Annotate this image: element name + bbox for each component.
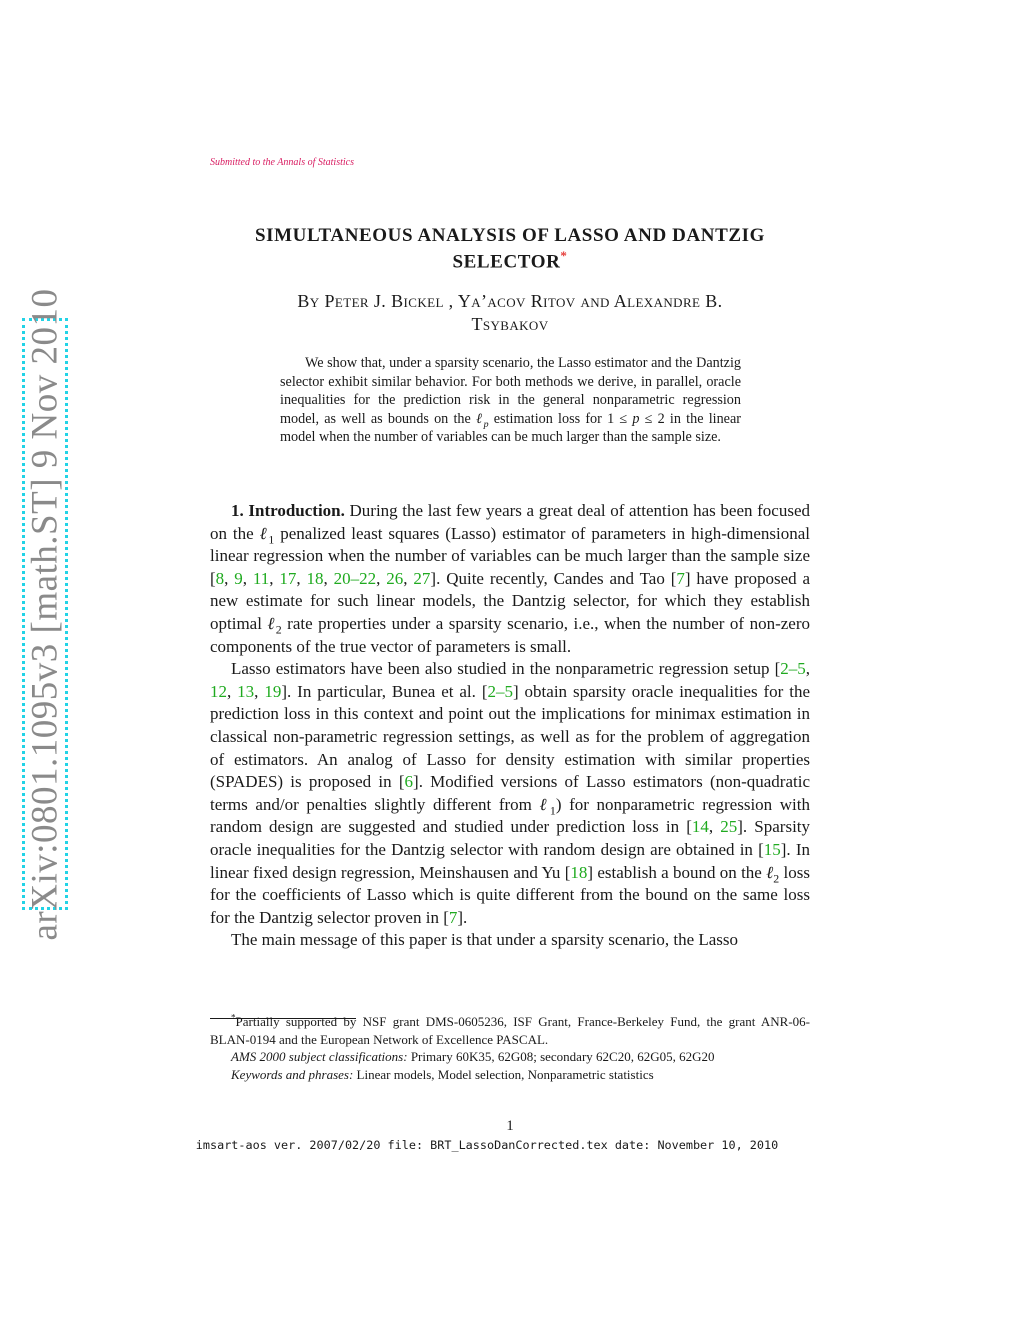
paragraph-main-message: The main message of this paper is that under a sparsity scenario, the Lasso (231, 930, 739, 950)
abstract (280, 354, 741, 447)
ell-symbol: ℓ (267, 613, 276, 633)
ell-symbol: ℓ (766, 862, 774, 882)
p-variable: p (632, 410, 640, 427)
p2-text-g: ]. In linear fixed design regression, Meinshausen and Yu [ (210, 839, 810, 882)
p2-text-f: ]. Sparsity oracle inequalities for the Dantzig selector with random design are obtained in [ (210, 817, 811, 859)
ell-subscript: 1 (549, 803, 556, 818)
p2-text-d: ]. Modified versions of Lasso estimators (non-quadratic terms and/or penalties slightly different from (210, 772, 811, 814)
ell-symbol: ℓ (539, 794, 550, 814)
ell-subscript: 2 (773, 870, 780, 885)
citation-link[interactable]: 14 (691, 817, 709, 837)
citation-link[interactable]: 12 (210, 681, 227, 701)
paper-title-line2 (210, 248, 810, 273)
citation-link[interactable]: 2–5 (780, 659, 806, 679)
footnote-funding-text: Partially supported by NSF grant DMS-0605236, ISF Grant, France-Berkeley Fund, the grant ANR-06-BLAN-0194 and the European Network of Excellence PASCAL. (210, 1014, 810, 1047)
abstract-text-3: ≤ 2 in the linear model when the number of variables can be much larger than the sample size. (280, 410, 742, 445)
ell-symbol: ℓ (259, 523, 269, 543)
arxiv-stamp-text: arXiv:0801.1095v3 [math.ST] 9 Nov 2010 (24, 287, 66, 941)
paragraph-lasso: Lasso estimators have been also studied in the nonparametric regression setup [2–5, 12, 13, 19]. In particular, Bunea et al. [2–5] obtain sparsity oracle inequalities for the prediction loss in this context and point out the implications for minimax estimation in classical non-parametric regression settings, as well as for the problem of aggregation of estimators. An analog of Lasso for density estimation with similar properties (SPADES) is proposed in [6]. Modified versions of Lasso estimators (non-quadratic terms and/or penalties slightly different from ℓ$_1$) for nonparametric regression with random design are suggested and studied under prediction loss in [14, 25]. Sparsity oracle inequalities for the Dantzig selector with random design are obtained in [15]. In linear fixed design regression, Meinshausen and Yu [18] establish a bound on the ℓ$_2$ loss for the coefficients of Lasso which is quite different from the bound on the same loss for the Dantzig selector proven in [7]. (210, 659, 811, 927)
footnotes (210, 1013, 810, 1083)
p2-text-i: loss for the coefficients of Lasso which is quite different from the bound on the same loss for the Dantzig selector proven in [ (210, 862, 810, 927)
footnote-mark: * (231, 1012, 236, 1023)
citation-link[interactable]: 7 (448, 907, 458, 927)
citation-link[interactable]: 26 (386, 568, 404, 588)
p2-text-a: Lasso estimators have been also studied in the nonparametric regression setup [ (231, 659, 781, 679)
citation-link[interactable]: 8 (215, 568, 225, 588)
citation-link[interactable]: 9 (234, 568, 243, 588)
paper-title-line2-text: SELECTOR (452, 251, 561, 273)
section-number: 1. (231, 501, 244, 520)
ell-subscript: 2 (275, 622, 282, 637)
citation-link[interactable]: 18 (306, 568, 324, 588)
arxiv-stamp (22, 287, 68, 941)
citation-link[interactable]: 27 (413, 568, 431, 588)
authors-line1: By Peter J. Bickel , Ya’acov Ritov and Alexandre B. (297, 291, 723, 311)
citation-link[interactable]: 11 (252, 568, 270, 588)
p2-text-j: ]. (457, 907, 468, 927)
title-footnote-mark[interactable]: * (560, 248, 568, 263)
citation-link[interactable]: 2–5 (487, 681, 513, 701)
citation-link[interactable]: 15 (763, 839, 781, 859)
submitted-note: Submitted to the Annals of Statistics (210, 157, 354, 168)
paragraph-intro: 1. Introduction. During the last few years a great deal of attention has been focused on the ℓ$_1$ penalized least squares (Lasso) estimator of parameters in high-dimensional linear regression when the number of variables can be much larger than the sample size [8, 9, 11, 17, 18, 20–22, 26, 27]. Quite recently, Candes and Tao [7] have proposed a new estimate for such linear models, the Dantzig selector, for which they establish optimal ℓ$_2$ rate properties under a sparsity scenario, i.e., when the number of non-zero components of the true vector of parameters is small. (210, 501, 811, 656)
p1-text-c: ]. Quite recently, Candes and Tao [ (430, 568, 677, 588)
citation-link[interactable]: 20–22 (333, 568, 377, 588)
citation-link[interactable]: 6 (404, 772, 414, 792)
citation-link[interactable]: 18 (570, 862, 588, 882)
keywords-label: Keywords and phrases: (231, 1066, 354, 1082)
p2-text-c: ] obtain sparsity oracle inequalities for the prediction loss in this context and point out the implications for minimax estimation in classical non-parametric regression settings, as well as for the problem of aggregation of estimators. An analog of Lasso for density estimation with similar properties (SPADES) is proposed in [ (210, 681, 810, 792)
citation-link[interactable]: 17 (279, 568, 297, 588)
section-title: Introduction. (248, 501, 345, 520)
abstract-text-1: We show that, under a sparsity scenario, the Lasso estimator and the Dantzig selector exhibit similar behavior. For both methods we derive, in parallel, oracle inequalities for the prediction risk in the general nonparametric regression model, as well as bounds on the (280, 355, 741, 427)
ams-label: AMS 2000 subject classifications: (231, 1049, 408, 1064)
keywords (210, 1066, 810, 1084)
authors-line2: Tsybakov (471, 314, 549, 334)
page-number: 1 (506, 1118, 514, 1134)
main-body (210, 500, 810, 952)
p1-text-a: During the last few years a great deal of attention has been focused on the (210, 501, 810, 543)
p1-text-d: ] have proposed a new estimate for such linear models, the Dantzig selector, for which they establish optimal (210, 568, 811, 633)
paper-title-line1: SIMULTANEOUS ANALYSIS OF LASSO AND DANTZIG (254, 225, 765, 246)
p1-text-b: penalized least squares (Lasso) estimator of parameters in high-dimensional linear regression when the number of variables can be much larger than the sample size [ (210, 523, 810, 588)
citation-link[interactable]: 25 (720, 817, 738, 837)
ell-subscript: p (483, 418, 489, 430)
abstract-text-2: estimation loss for 1 ≤ (488, 410, 633, 427)
p1-text-e: rate properties under a sparsity scenario, i.e., when the number of non-zero components of the true vector of parameters is small. (210, 613, 810, 656)
footnote-funding (210, 1013, 810, 1048)
ell-subscript: 1 (268, 531, 275, 546)
ell-symbol: ℓ (476, 410, 484, 427)
keywords-text: Linear models, Model selection, Nonparametric statistics (353, 1066, 654, 1082)
citation-link[interactable]: 7 (676, 568, 685, 588)
p2-text-h: ] establish a bound on the (587, 862, 767, 882)
citation-link[interactable]: 13 (237, 681, 255, 701)
imsart-footer: imsart-aos ver. 2007/02/20 file: BRT_LassoDanCorrected.tex date: November 10, 2010 (195, 1138, 779, 1152)
ams-classification (210, 1048, 810, 1066)
ams-text: Primary 60K35, 62G08; secondary 62C20, 62G05, 62G20 (407, 1049, 715, 1064)
citation-link[interactable]: 19 (264, 681, 282, 701)
p2-text-e: ) for nonparametric regression with random design are suggested and studied under prediction loss in [ (210, 794, 810, 837)
p2-text-b: ]. In particular, Bunea et al. [ (281, 681, 488, 701)
